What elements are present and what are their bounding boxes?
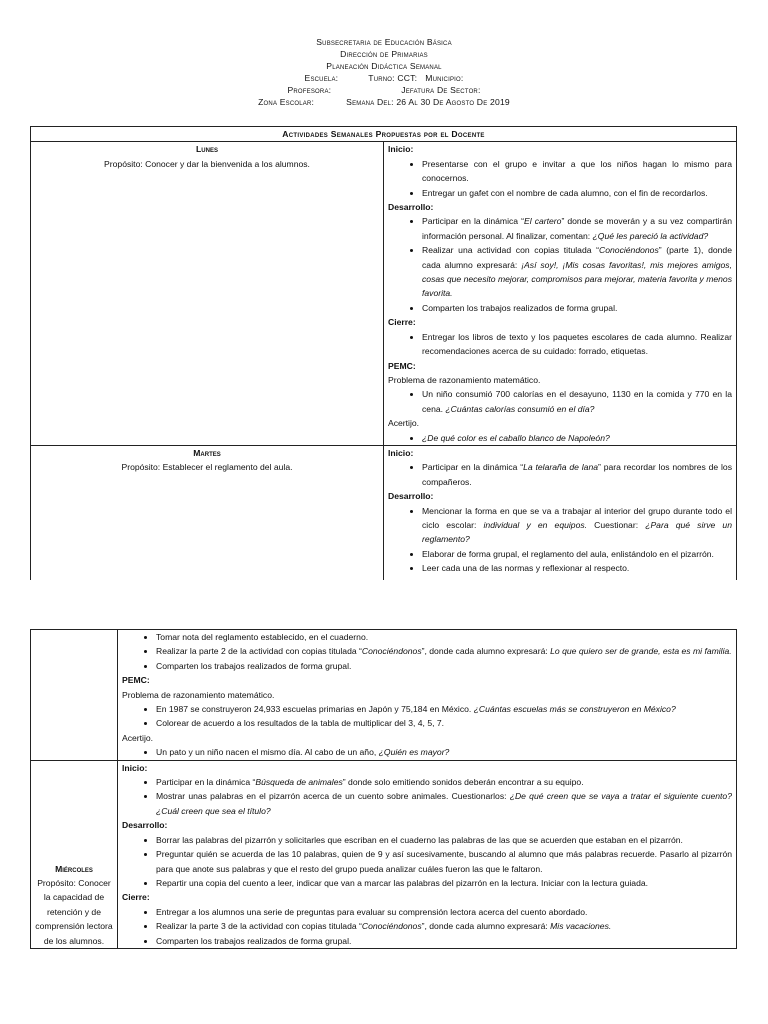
lunes-cierre-heading: Cierre:: [388, 317, 416, 328]
miercoles-inicio-heading: Inicio:: [122, 762, 148, 773]
list-item: • Leer cada una de las normas y reflexionar al respecto.: [422, 561, 732, 575]
list-item: • Mencionar la forma en que se va a trabajar al interior del grupo durante todo el ciclo escolar: individual y en equipos. Cuestionar: ¿Para qué sirve un reglamento?: [422, 504, 732, 547]
header-line-2: Dirección de Primarias: [340, 49, 428, 60]
list-item: • Participar en la dinámica “La telaraña de lana” para recordar los nombres de los compañeros.: [422, 460, 732, 489]
document-header: [0, 36, 768, 109]
lunes-purpose: Propósito: Conocer y dar la bienvenida a los alumnos.: [104, 158, 310, 169]
martes-continued-row: [31, 630, 737, 761]
header-line-4: [0, 72, 768, 84]
list-item: • Preguntar quién se acuerda de las 10 palabras, quien de 9 y así sucesivamente, buscando al alumno que más palabras recuerde. Pasarlo al pizarrón para que anote sus palabras y que el resto del grupo pueda analizar cuáles fueron las que le faltaron.: [156, 847, 732, 876]
list-item: • Elaborar de forma grupal, el reglamento del aula, enlistándolo en el pizarrón.: [422, 547, 732, 561]
lunes-activities: [384, 142, 737, 446]
list-item: • Participar en la dinámica “El cartero” donde se moverán y a su vez compartirán información personal. Al finalizar, comentan: ¿Qué les pareció la actividad?: [422, 214, 732, 243]
list-item: • Comparten los trabajos realizados de forma grupal.: [422, 301, 732, 315]
list-item: • Comparten los trabajos realizados de forma grupal.: [156, 934, 732, 948]
lunes-problema-list: [388, 387, 732, 416]
lunes-day-name: Lunes: [196, 144, 218, 155]
list-item: • Un pato y un niño nacen el mismo día. Al cabo de un año, ¿Quién es mayor?: [156, 745, 732, 759]
lunes-pemc-heading: PEMC:: [388, 360, 416, 371]
table-title: Actividades Semanales Propuestas por el Docente: [31, 127, 737, 142]
list-item: • Entregar un gafet con el nombre de cada alumno, con el fin de recordarlos.: [422, 186, 732, 200]
zona-label: Zona Escolar:: [258, 97, 315, 108]
list-item: • Comparten los trabajos realizados de forma grupal.: [156, 659, 732, 673]
list-item: • Entregar los libros de texto y los paquetes escolares de cada alumno. Realizar recomendaciones acerca de su cuidado: forrado, etiquetas.: [422, 330, 732, 359]
list-item: • Presentarse con el grupo e invitar a que los niños hagan lo mismo para conocernos.: [422, 157, 732, 186]
activities-table-page-2: [30, 629, 737, 949]
martes-pemc-heading: PEMC:: [122, 675, 150, 686]
miercoles-cierre-heading: Cierre:: [122, 892, 150, 903]
martes-purpose: Propósito: Establecer el reglamento del aula.: [121, 462, 293, 473]
profesora-label: Profesora:: [287, 85, 332, 96]
list-item: • En 1987 se construyeron 24,933 escuelas primarias en Japón y 75,184 en México. ¿Cuántas escuelas más se construyeron en México?: [156, 702, 732, 716]
martes-cierre-list: [122, 630, 732, 673]
table-header-row: [31, 127, 737, 142]
martes-continued-day-cell: [31, 630, 118, 761]
miercoles-desarrollo-heading: Desarrollo:: [122, 820, 168, 831]
list-item: • ¿De qué color es el caballo blanco de Napoleón?: [422, 431, 732, 445]
document-page-2: [0, 610, 768, 1024]
miercoles-inicio-list: [122, 775, 732, 818]
list-item: • Realizar la parte 3 de la actividad con copias titulada “Conociéndonos”, donde cada alumno expresará: Mis vacaciones.: [156, 919, 732, 933]
martes-problema-label: Problema de razonamiento matemático.: [122, 689, 275, 700]
martes-inicio-heading: Inicio:: [388, 447, 414, 458]
page-gap: [0, 580, 768, 610]
martes-acertijo-label: Acertijo.: [122, 732, 154, 743]
martes-desarrollo-heading: Desarrollo:: [388, 491, 434, 502]
municipio-label: Municipio:: [425, 73, 464, 84]
lunes-inicio-heading: Inicio:: [388, 144, 414, 155]
semana-label: Semana Del: 26 Al 30 De Agosto De 2019: [346, 97, 510, 108]
martes-desarrollo-list: [388, 504, 732, 590]
list-item: • Tomar nota del reglamento establecido, en el cuaderno.: [156, 630, 732, 644]
lunes-problema-label: Problema de razonamiento matemático.: [388, 374, 541, 385]
martes-day-name: Martes: [193, 447, 221, 458]
miercoles-cierre-list: [122, 905, 732, 948]
list-item: • Entregar a los alumnos una serie de preguntas para evaluar su comprensión lectora acerca del cuento abordado.: [156, 905, 732, 919]
list-item: • Realizar una actividad con copias titulada “Conociéndonos” (parte 1), donde cada alumno expresará: ¡Así soy!, ¡Mis cosas favoritas!, mis mejores amigos, cosas que necesito mejorar, compromisos para mejorar, materia favorita y menos favorita.: [422, 243, 732, 301]
activities-table-page-1: [30, 126, 737, 605]
turno-label: Turno: CCT:: [368, 73, 418, 84]
miercoles-day-name: Miércoles: [55, 863, 93, 874]
martes-inicio-list: [388, 460, 732, 489]
list-item: • Participar en la dinámica “Búsqueda de animales” donde solo emitiendo sonidos deberán encontrar a su equipo.: [156, 775, 732, 789]
lunes-acertijo-list: [388, 431, 732, 445]
jefatura-label: Jefatura De Sector:: [401, 85, 481, 96]
lunes-cierre-list: [388, 330, 732, 359]
list-item: • Colorear de acuerdo a los resultados de la tabla de multiplicar del 3, 4, 5, 7.: [156, 716, 732, 730]
martes-problema-list: [122, 702, 732, 731]
lunes-desarrollo-list: [388, 214, 732, 315]
lunes-day-cell: [31, 142, 384, 446]
header-line-6: [0, 96, 768, 108]
miercoles-day-cell: [31, 760, 118, 948]
martes-acertijo-list: [122, 745, 732, 759]
miercoles-row: [31, 760, 737, 948]
lunes-inicio-list: [388, 157, 732, 200]
miercoles-purpose: Propósito: Conocer la capacidad de retención y de comprensión lectora de los alumnos.: [35, 877, 113, 946]
list-item: • Un niño consumió 700 calorías en el desayuno, 1130 en la comida y 770 en la cena. ¿Cuántas calorías consumió en el día?: [422, 387, 732, 416]
miercoles-activities: [118, 760, 737, 948]
martes-continued-activities: [118, 630, 737, 761]
list-item: • Borrar las palabras del pizarrón y solicitarles que escriban en el cuaderno las palabras de las que se acuerden que estaban en el pizarrón.: [156, 833, 732, 847]
lunes-acertijo-label: Acertijo.: [388, 418, 420, 429]
lunes-desarrollo-heading: Desarrollo:: [388, 202, 434, 213]
header-line-1: Subsecretaria de Educación Básica: [316, 37, 452, 47]
lunes-row: [31, 142, 737, 446]
list-item: • Realizar la parte 2 de la actividad con copias titulada “Conociéndonos”, donde cada alumno expresará: Lo que quiero ser de grande, esta es mi familia.: [156, 644, 732, 658]
miercoles-desarrollo-list: [122, 833, 732, 891]
list-item: • Mostrar unas palabras en el pizarrón acerca de un cuento sobre animales. Cuestionarlos: ¿De qué creen que se vaya a tratar el siguiente cuento? ¿Cuál creen que sea el título?: [156, 789, 732, 818]
header-line-3: Planeación Didáctica Semanal: [326, 61, 442, 72]
escuela-label: Escuela:: [304, 73, 339, 84]
header-line-5: [0, 84, 768, 96]
list-item: • Repartir una copia del cuento a leer, indicar que van a marcar las palabras del pizarrón en la lectura. Iniciar con la lectura guiada.: [156, 876, 732, 890]
